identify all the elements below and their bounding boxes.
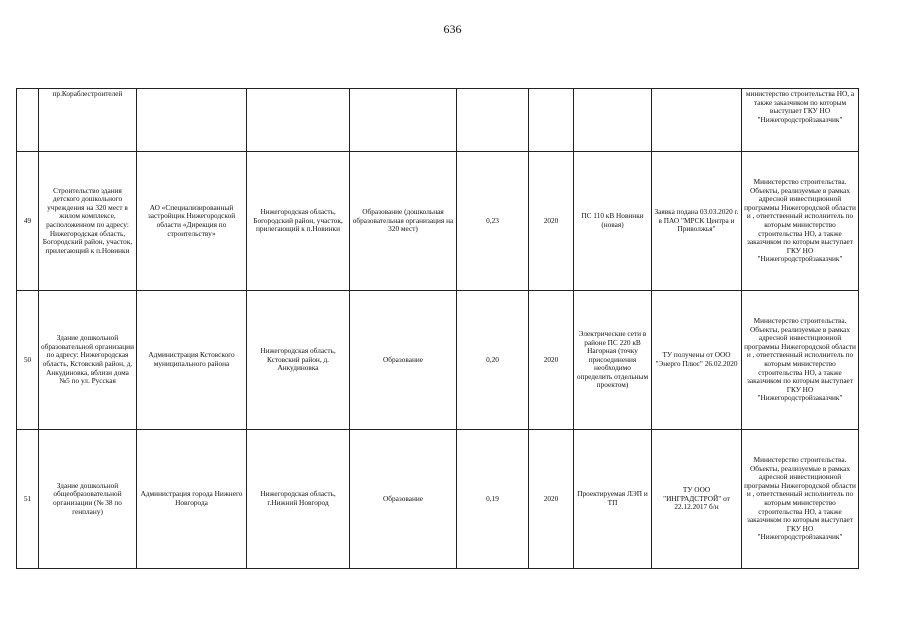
table-row [17, 430, 859, 569]
cell-purpose [350, 89, 457, 152]
cell-object-name: Здание дошкольной общеобразовательной организации (№ 38 по генплану) [39, 430, 137, 569]
objects-table [16, 88, 859, 569]
cell-note: Министерство строительства. Объекты, реализуемые в рамках адресной инвестиционной программы Нижегородской области и , ответственный исполнитель по которым министерство строительства НО, а также заказчиком по которым выступает ГКУ НО "Нижегородстройзаказчик" [742, 152, 859, 291]
cell-address [247, 89, 350, 152]
cell-status: Заявка подана 03.03.2020 г. в ПАО "МРСК Центра и Приволжья" [652, 152, 742, 291]
cell-object-name: пр.Кораблестроителей [39, 89, 137, 152]
table-row [17, 152, 859, 291]
cell-year [529, 89, 574, 152]
cell-row-number: 49 [17, 152, 39, 291]
cell-note: Министерство строительства. Объекты, реализуемые в рамках адресной инвестиционной программы Нижегородской области и , ответственный исполнитель по которым министерство строительства НО, а также заказчиком по которым выступает ГКУ НО "Нижегородстройзаказчик" [742, 430, 859, 569]
cell-power [457, 89, 529, 152]
cell-year: 2020 [529, 430, 574, 569]
cell-note: Министерство строительства. Объекты, реализуемые в рамках адресной инвестиционной программы Нижегородской области и , ответственный исполнитель по которым министерство строительства НО, а также заказчиком по которым выступает ГКУ НО "Нижегородстройзаказчик" [742, 291, 859, 430]
table-row [17, 89, 859, 152]
table-row [17, 291, 859, 430]
cell-source: Проектируемая ЛЭП и ТП [574, 430, 652, 569]
cell-note: министерство строительства НО, а также заказчиком по которым выступает ГКУ НО "Нижегородстройзаказчик" [742, 89, 859, 152]
cell-owner: Администрация города Нижнего Новгорода [137, 430, 247, 569]
cell-power: 0,23 [457, 152, 529, 291]
cell-owner [137, 89, 247, 152]
cell-source [574, 89, 652, 152]
cell-purpose: Образование [350, 430, 457, 569]
cell-status: ТУ ООО "ИНГРАДСТРОЙ" от 22.12.2017 б/н [652, 430, 742, 569]
cell-row-number: 50 [17, 291, 39, 430]
cell-address: Нижегородская область, Кстовский район, д. Анкудиновка [247, 291, 350, 430]
cell-row-number [17, 89, 39, 152]
cell-owner: АО «Специализированный застройщик Нижегородской области «Дирекция по строительству» [137, 152, 247, 291]
cell-year: 2020 [529, 291, 574, 430]
cell-source: ПС 110 кВ Новинки (новая) [574, 152, 652, 291]
cell-power: 0,19 [457, 430, 529, 569]
cell-purpose: Образование (дошкольная образовательная организация на 320 мест) [350, 152, 457, 291]
cell-row-number: 51 [17, 430, 39, 569]
cell-owner: Администрация Кстовского муниципального района [137, 291, 247, 430]
cell-address: Нижегородская область, г.Нижний Новгород [247, 430, 350, 569]
cell-status: ТУ получены от ООО "Энерго Плюс" 26.02.2020 [652, 291, 742, 430]
cell-status [652, 89, 742, 152]
cell-source: Электрические сети в районе ПС 220 кВ Нагорная (точку присоединения необходимо определить отдельным проектом) [574, 291, 652, 430]
page-number: 636 [443, 22, 462, 36]
cell-object-name: Строительство здания детского дошкольного учреждения на 320 мест в жилом комплексе, расположенном по адресу: Нижегородская область, Богородский район, участок, прилегающий к п.Новинки [39, 152, 137, 291]
cell-object-name: Здание дошкольной образовательной организации по адресу: Нижегородская область, Кстовский район, д. Анкудиновка, вблизи дома №5 по ул. Русская [39, 291, 137, 430]
cell-purpose: Образование [350, 291, 457, 430]
cell-year: 2020 [529, 152, 574, 291]
cell-address: Нижегородская область, Богородский район, участок, прилегающий к п.Новинки [247, 152, 350, 291]
cell-power: 0,20 [457, 291, 529, 430]
